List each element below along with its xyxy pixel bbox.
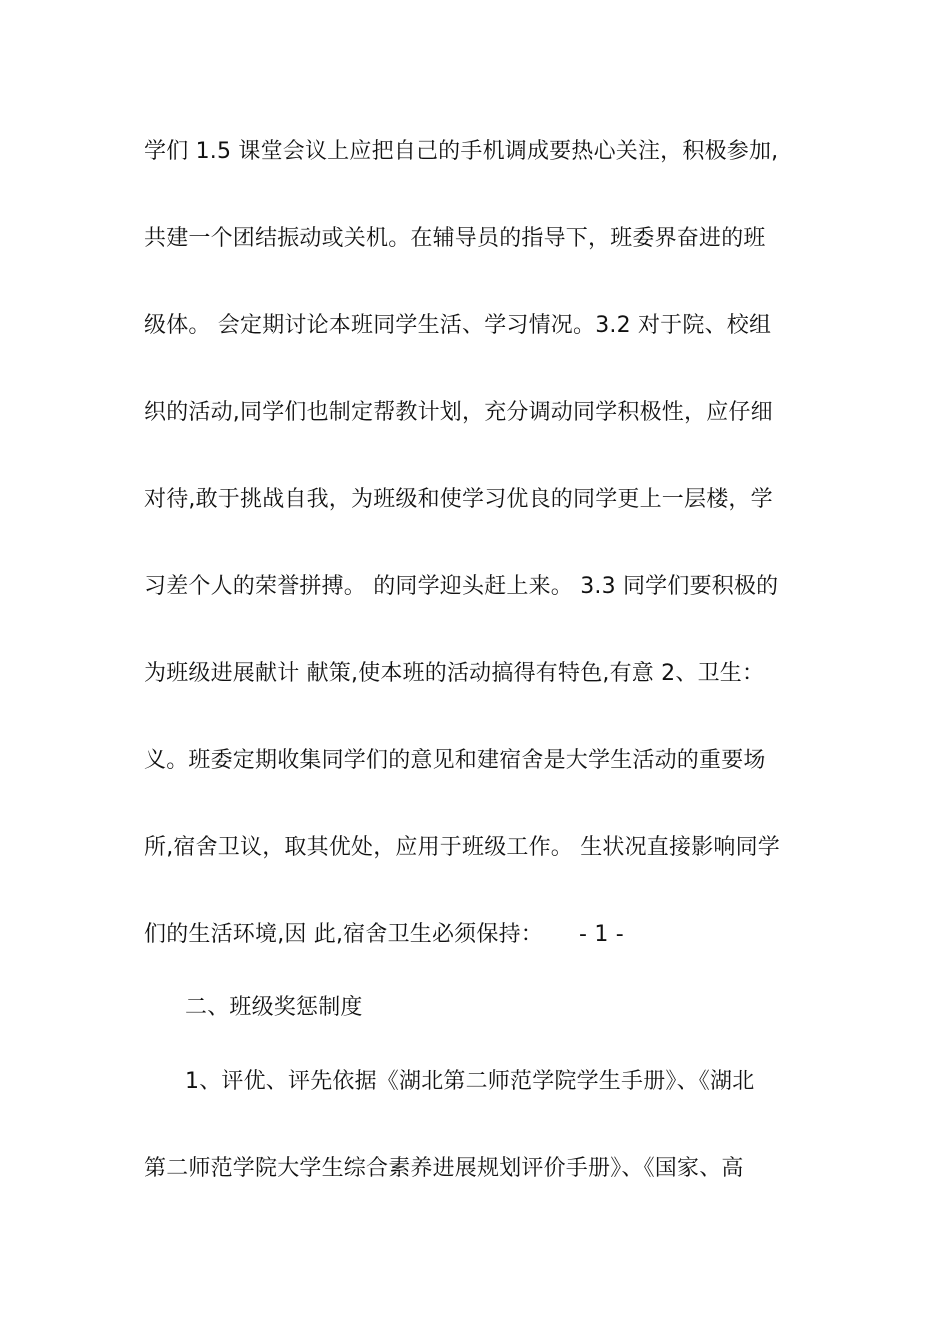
text-line-10-content: 们的生活环境,因 此,宿舍卫生必须保持： xyxy=(144,922,543,947)
page-number: - 1 - xyxy=(578,922,624,947)
text-line-3: 级体。 会定期讨论本班同学生活、学习情况。3.2 对于院、校组 xyxy=(144,313,772,338)
paragraph-line-1: 1、评优、评先依据《湖北第二师范学院学生手册》、《湖北 xyxy=(185,1069,755,1094)
text-line-2: 共建一个团结振动或关机。在辅导员的指导下，班委界奋进的班 xyxy=(144,226,766,251)
section-heading: 二、班级奖惩制度 xyxy=(185,995,363,1020)
text-line-10 xyxy=(144,920,824,950)
text-line-8: 义。班委定期收集同学们的意见和建宿舍是大学生活动的重要场 xyxy=(144,748,766,773)
paragraph-line-2: 第二师范学院大学生综合素养进展规划评价手册》、《国家、高 xyxy=(144,1156,744,1181)
text-line-4: 织的活动,同学们也制定帮教计划，充分调动同学积极性，应仔细 xyxy=(144,400,773,425)
text-line-6: 习差个人的荣誉拼搏。 的同学迎头赶上来。 3.3 同学们要积极的 xyxy=(144,574,779,599)
text-line-5: 对待,敢于挑战自我，为班级和使学习优良的同学更上一层楼，学 xyxy=(144,487,773,512)
text-line-9: 所,宿舍卫议，取其优处，应用于班级工作。 生状况直接影响同学 xyxy=(144,835,780,860)
text-line-7: 为班级进展献计 献策,使本班的活动搞得有特色,有意 2、卫生： xyxy=(144,661,765,686)
text-line-1: 学们 1.5 课堂会议上应把自己的手机调成要热心关注，积极参加, xyxy=(144,139,779,164)
